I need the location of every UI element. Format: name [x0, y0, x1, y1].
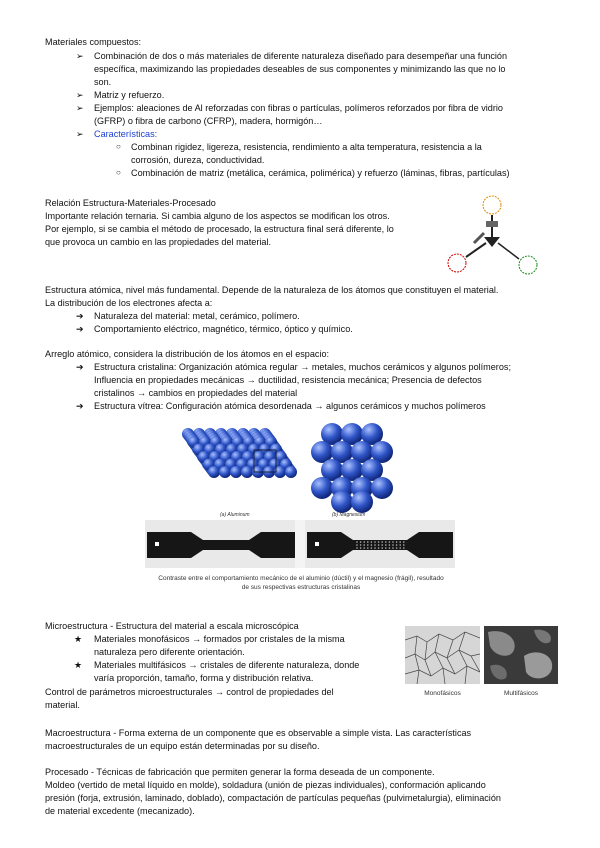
specimen-dot [374, 544, 376, 546]
specimen-dot [381, 547, 383, 549]
atom-sphere [351, 491, 373, 513]
specimen-dot [367, 541, 369, 543]
section4-title: Arreglo atómico, considera la distribución de los átomos en el espacio: [45, 349, 330, 359]
arrow-right-icon: ➔ [76, 311, 84, 321]
crystal-structure-figure [180, 420, 400, 518]
specimen-dot [403, 547, 405, 549]
sub-bullet-line: Combinan rigidez, ligereza, resistencia, rendimiento a alta temperatura, resistencia a la [131, 142, 482, 152]
bullet-line: Estructura vítrea: Configuración atómica desordenada → algunos cerámicos y muchos polímeros [94, 401, 486, 411]
paragraph-line: Importante relación ternaria. Si cambia alguno de los aspectos se modifican los otros. [45, 211, 390, 221]
bullet-line: Ejemplos: aleaciones de Al reforzadas con fibras o partículas, polímeros reforzados por fibra de vidrio [94, 103, 503, 113]
bullet-line: naturaleza pero diferente orientación. [94, 647, 245, 657]
figure-caption [146, 574, 456, 592]
bullet-line: Comportamiento eléctrico, magnético, térmico, óptico y químico. [94, 324, 353, 334]
magnesium-lattice [311, 423, 393, 513]
specimen-dot [389, 544, 391, 546]
tensile-specimens-photo [145, 520, 455, 568]
specimen-dot [378, 544, 380, 546]
arrow-bullet-icon: ➢ [76, 90, 84, 100]
atom-sphere [371, 477, 393, 499]
specimen-dot [396, 544, 398, 546]
bullet-line: son. [94, 77, 112, 87]
star-bullet-icon: ★ [74, 634, 83, 644]
paragraph-line: Por ejemplo, si se cambia el método de procesado, la estructura final será diferente, lo [45, 224, 394, 234]
paragraph-line: Moldeo (vertido de metal líquido en molde), soldadura (unión de piezas individuales), conformación aplicando [45, 780, 486, 790]
aluminum-lattice [182, 428, 297, 478]
multiphasic-label: Multifásicos [504, 690, 538, 697]
specimen-dot [389, 547, 391, 549]
specimen-dot [374, 547, 376, 549]
specimen-dot [363, 541, 365, 543]
monophasic-micrograph [405, 626, 480, 684]
star-bullet-icon: ★ [74, 660, 83, 670]
specimen-dot [392, 544, 394, 546]
bullet-line: Naturaleza del material: metal, cerámico, polímero. [94, 311, 300, 321]
specimen-dot [374, 541, 376, 543]
paragraph-line: material. [45, 700, 80, 710]
circle-bullet-icon: ○ [116, 168, 121, 177]
specimen-dot [392, 547, 394, 549]
bullet-line: Materiales monofásicos → formados por cristales de la misma [94, 634, 345, 644]
specimen-dot [399, 547, 401, 549]
specimen-dot [392, 541, 394, 543]
atom-sphere [219, 466, 231, 478]
paragraph-line: Control de parámetros microestructurales → control de propiedades del [45, 687, 334, 697]
specimen-dot [403, 541, 405, 543]
multiphasic-micrograph [484, 626, 558, 684]
figure-label-b: (b) Magnesium [332, 512, 366, 518]
bullet-line: específica, maximizando las propiedades deseables de sus componentes y minimizando las que no lo [94, 64, 506, 74]
figure-label-a: (a) Aluminum [220, 512, 250, 518]
paragraph-line: Procesado - Técnicas de fabricación que permiten generar la forma deseada de un componente. [45, 767, 435, 777]
specimen-dot [371, 541, 373, 543]
section1-title: Materiales compuestos: [45, 37, 142, 47]
bullet-line: (GFRP) o fibra de carbono (CFRP), madera, hormigón… [94, 116, 323, 126]
paragraph-line: presión (forja, extrusión, laminado, doblado), compactación de partículas pequeñas (pulvimetalurgia), eliminación [45, 793, 501, 803]
paragraph-line: de material excedente (mecanizado). [45, 806, 195, 816]
caption-line: Contraste entre el comportamiento mecánico de el aluminio (dúctil) y el magnesio (frágil), resultado [158, 575, 444, 582]
atom-sphere [311, 477, 333, 499]
section2-title: Relación Estructura-Materiales-Procesado [45, 198, 216, 208]
specimen-dot [389, 541, 391, 543]
bullet-line: Materiales multifásicos → cristales de diferente naturaleza, donde [94, 660, 360, 670]
atom-sphere [230, 466, 242, 478]
specimen-dot [371, 544, 373, 546]
specimen-dot [378, 541, 380, 543]
arrow-bullet-icon: ➢ [76, 103, 84, 113]
specimen-dot [381, 541, 383, 543]
specimen-dot [399, 541, 401, 543]
specimen-dot [363, 544, 365, 546]
specimen-dot [385, 541, 387, 543]
arrow-right-icon: ➔ [76, 362, 84, 372]
paragraph-line: macroestructurales de un equipo están determinadas por su diseño. [45, 741, 320, 751]
arrow-right-icon: ➔ [76, 324, 84, 334]
specimen-dot [356, 541, 358, 543]
specimen-dot [356, 547, 358, 549]
paragraph-line: Macroestructura - Forma externa de un componente que es observable a simple vista. Las características [45, 728, 472, 738]
bullet-line: Combinación de dos o más materiales de diferente naturaleza diseñado para desempeñar una función [94, 51, 508, 61]
specimen-dot [367, 547, 369, 549]
specimen-dot [378, 547, 380, 549]
paragraph-line: La distribución de los electrones afecta a: [45, 298, 213, 308]
sub-bullet-line: corrosión, dureza, conductividad. [131, 155, 265, 165]
atom-sphere [241, 466, 253, 478]
bullet-line: Influencia en propiedades mecánicas → ductilidad, resistencia mecánica; Presencia de defectos [94, 375, 482, 385]
specimen-dot [356, 544, 358, 546]
atom-sphere [285, 466, 297, 478]
specimen-dot [371, 547, 373, 549]
specimen-dot [396, 547, 398, 549]
specimen-dot [360, 547, 362, 549]
monophasic-label: Monofásicos [424, 690, 461, 697]
circle-bullet-icon: ○ [116, 142, 121, 151]
specimen-dot [396, 541, 398, 543]
specimen-dot [367, 544, 369, 546]
specimen-dot [360, 544, 362, 546]
ternary-relation-diagram [440, 193, 546, 279]
sub-bullet-line: Combinación de matriz (metálica, cerámica, polimérica) y refuerzo (láminas, fibras, partículas) [131, 168, 510, 178]
paragraph-line: que provoca un cambio en las propiedades del material. [45, 237, 271, 247]
specimen-dot [360, 541, 362, 543]
bullet-line: Estructura cristalina: Organización atómica regular → metales, muchos cerámicos y algunos polímeros; [94, 362, 511, 372]
paragraph-line: Estructura atómica, nivel más fundamental. Depende de la naturaleza de los átomos que constituyen el material. [45, 285, 499, 295]
bullet-line: cristalinos → cambios en propiedades del material [94, 388, 298, 398]
arrow-bullet-icon: ➢ [76, 51, 84, 61]
specimen-dot [385, 547, 387, 549]
atom-sphere [208, 466, 220, 478]
specimen-dot [385, 544, 387, 546]
specimen-dot [363, 547, 365, 549]
specimen-dot [403, 544, 405, 546]
bullet-line: Matriz y refuerzo. [94, 90, 165, 100]
arrow-right-icon: ➔ [76, 401, 84, 411]
bullet-line: varía proporción, tamaño, forma y distribución relativa. [94, 673, 314, 683]
caption-line: de sus respectivas estructuras cristalinas [241, 584, 361, 591]
arrow-bullet-icon: ➢ [76, 129, 84, 139]
specimen-dot [399, 544, 401, 546]
section5-title: Microestructura - Estructura del material a escala microscópica [45, 621, 299, 631]
specimen-dot [381, 544, 383, 546]
characteristics-heading: Características: [94, 129, 158, 139]
atom-sphere [331, 491, 353, 513]
